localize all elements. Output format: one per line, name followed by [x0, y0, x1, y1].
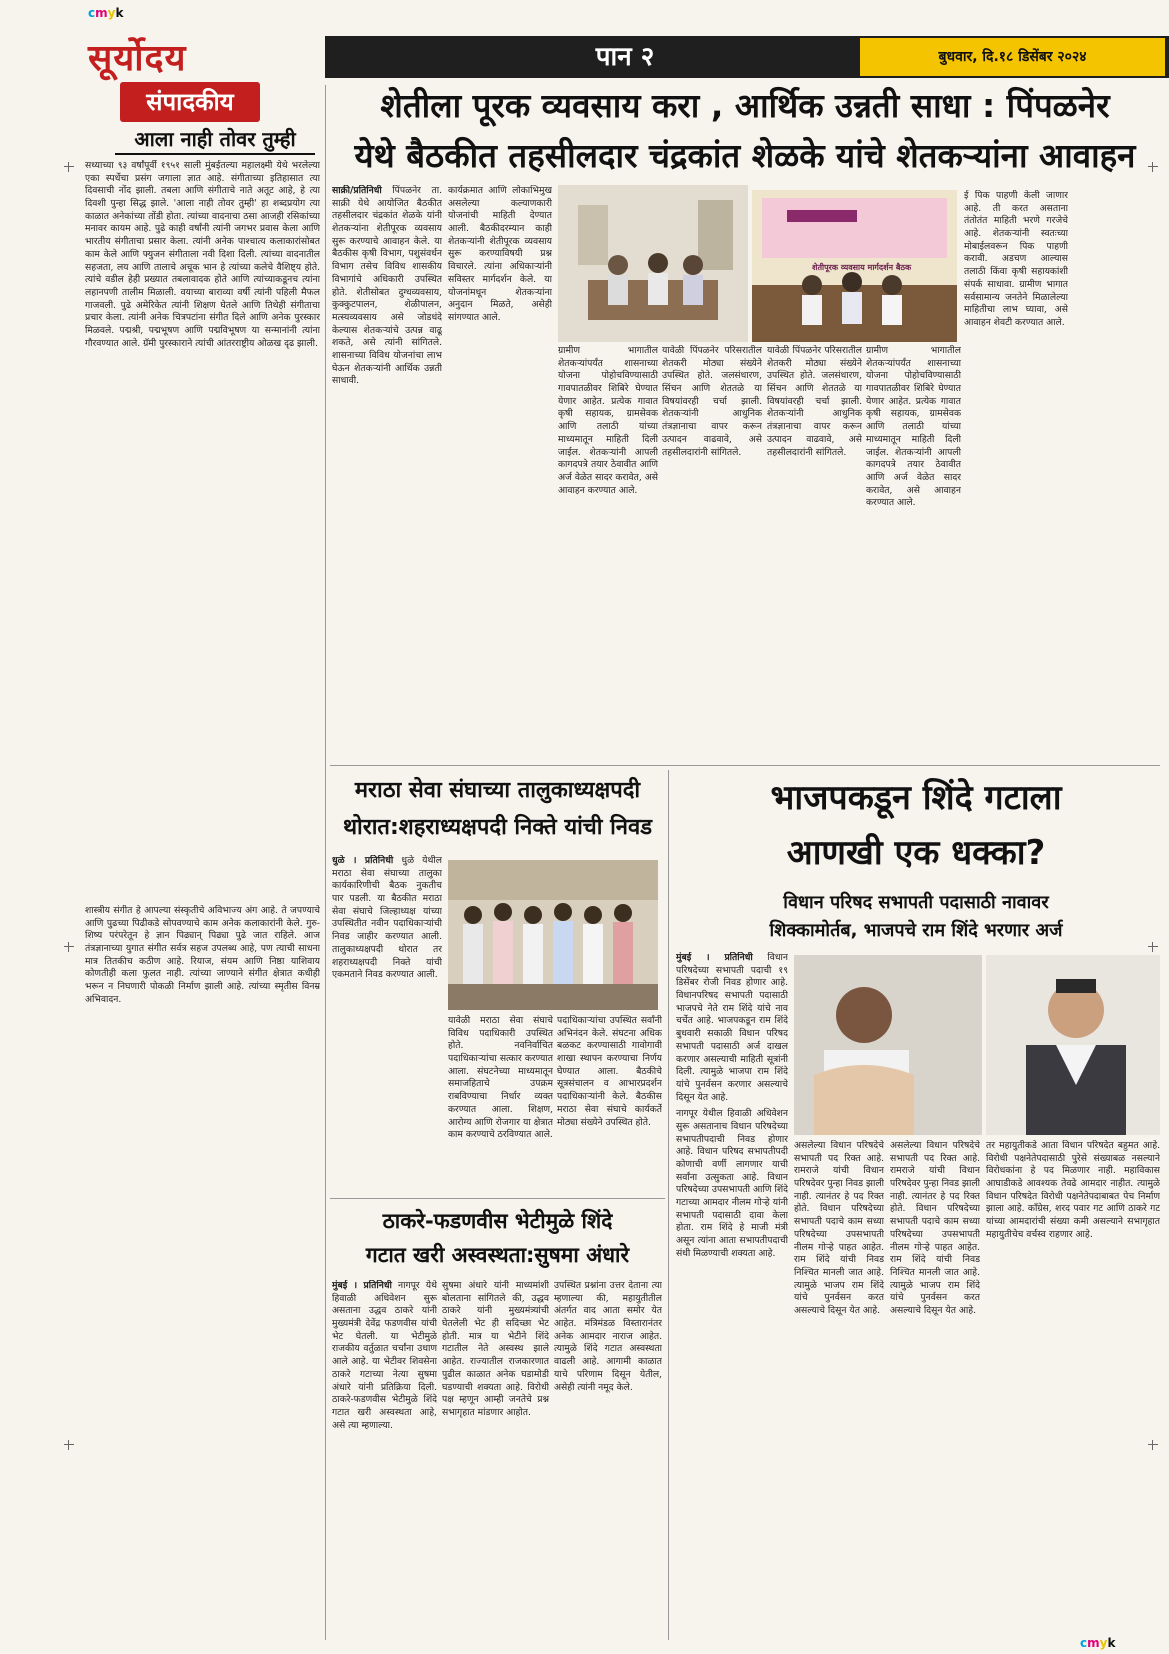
- editorial-body-continued: [85, 905, 320, 1640]
- story1-column: साक्री/प्रतिनिधी पिंपळनेर ता. साक्री येथे आयोजित बैठकीत तहसीलदार चंद्रकांत शेळके यांनी शेतकऱ्यांना शेतीपूरक व्यवसाय सुरू करण्याचे आवाहन केले. या बैठकीस कृषी विभाग, पशुसंवर्धन विभाग तसेच विविध शासकीय विभागांचे अधिकारी उपस्थित होते. शेतीसोबत दुग्धव्यवसाय, कुक्कुटपालन, शेळीपालन, मत्स्यव्यवसाय असे जोडधंदे केल्यास शेतकऱ्यांचे उत्पन्न वाढू शकते, असे त्यांनी सांगितले. शासनाच्या विविध योजनांचा लाभ घेऊन शेतकऱ्यांनी आर्थिक उन्नती साधावी.: [332, 185, 442, 387]
- story1-column: ग्रामीण भागातील शेतकऱ्यांपर्यंत शासनाच्या योजना पोहोचविण्यासाठी गावपातळीवर शिबिरे घेण्यात येणार आहेत. प्रत्येक गावात कृषी सहायक, ग्रामसेवक आणि तलाठी यांच्या माध्यमातून माहिती दिली जाईल. शेतकऱ्यांनी आपली कागदपत्रे तयार ठेवावीत आणि अर्ज वेळेत सादर करावेत, असे आवाहन करण्यात आले.: [866, 345, 961, 509]
- editorial-paragraph: शास्त्रीय संगीत हे आपल्या संस्कृतीचे अविभाज्य अंग आहे. ते जपण्याचे आणि पुढच्या पिढीकडे सोपवण्याचे काम अनेक कलाकारांनी केले. गुरु-शिष्य परंपरेतून हे ज्ञान पिढ्यान् पिढ्या पुढे जात राहिले. आज तंत्रज्ञानाच्या युगात संगीत सर्वत्र सहज उपलब्ध आहे, पण त्याची साधना मात्र तितकीच कठीण आहे. रियाज, संयम आणि निष्ठा याशिवाय कोणतीही कला फुलत नाही. त्यांच्या जाण्याने संगीत क्षेत्रात कधीही भरून न निघणारी पोकळी निर्माण झाली आहे. त्यांच्या स्मृतीस विनम्र अभिवादन.: [85, 905, 320, 1005]
- meeting-photo-small: [558, 185, 748, 342]
- story1-headline-line1: शेतीला पूरक व्यवसाय करा , आर्थिक उन्नती साधा : पिंपळनेर: [380, 86, 1110, 125]
- story1-dateline: साक्री/प्रतिनिधी: [332, 185, 382, 196]
- story2-headline-line1: मराठा सेवा संघाच्या तालुकाध्यक्षपदी: [354, 778, 641, 803]
- story3-column: असलेल्या विधान परिषदेचे सभापती पद रिक्त आहे. रामराजे यांची विधान परिषदेवर पुन्हा निवड झाली नाही. त्यानंतर हे पद रिक्त होते. विधान परिषदेच्या सभापती पदाचे काम सध्या परिषदेच्या उपसभापती नीलम गोऱ्हे पाहत आहेत. राम शिंदे यांची निवड निश्चित मानली जात आहे. त्यामुळे भाजप राम शिंदे यांचे पुनर्वसन करत असल्याचे दिसून येत आहे.: [890, 1140, 980, 1316]
- story1-column: यावेळी पिंपळनेर परिसरातील शेतकरी मोठ्या संख्येने उपस्थित होते. जलसंधारण, सिंचन आणि शेततळे या विषयांवरही चर्चा झाली. शेतकऱ्यांनी आधुनिक तंत्रज्ञानाचा वापर करून उत्पादन वाढवावे, असे तहसीलदारांनी सांगितले.: [767, 345, 862, 458]
- editorial-paragraph: सध्याच्या ९३ वर्षांपूर्वी १९५१ साली मुंबईतल्या महालक्ष्मी येथे भरलेल्या एका स्पर्धेचा प्रसंग जगाला ज्ञात आहे. संगीताच्या इतिहासात त्या दिवसाची नोंद झाली. तबला आणि संगीताचे नाते अतूट आहे, हे त्या दिवशी पुन्हा सिद्ध झाले. 'आला नाही तोवर तुम्ही' हा शब्दप्रयोग त्या काळात अनेकांच्या तोंडी होता. त्यांच्या वादनाचा ठसा आजही रसिकांच्या मनावर कायम आहे. पुढे काही वर्षांनी त्यांनी जगभर प्रवास केला आणि भारतीय संगीताचा प्रसार केला. त्यांनी अनेक पाश्चात्य कलाकारांसोबत काम केले आणि फ्युजन संगीताला नवी दिशा दिली. त्यांच्या वादनातील सहजता, लय आणि तालाचे अचूक भान हे त्यांच्या कलेचे वैशिष्ट्य होते. त्यांचे वडील हेही प्रख्यात तबलावादक होते आणि त्यांच्याकडूनच त्यांना लहानपणी तालीम मिळाली. वयाच्या बाराव्या वर्षी त्यांनी पहिली मैफल गाजवली. पुढे अमेरिकेत त्यांनी शिक्षण घेतले आणि तिथेही संगीताचा प्रचार केला. त्यांनी अनेक चित्रपटांना संगीत दिले आणि अनेक पुरस्कार मिळवले. पद्मश्री, पद्मभूषण आणि पद्मविभूषण या सन्मानांनी त्यांना गौरवण्यात आले. ग्रॅमी पुरस्काराने त्यांची आंतरराष्ट्रीय ओळख दृढ झाली.: [85, 160, 320, 349]
- story4-column: उपस्थित प्रश्नांना उत्तर देताना त्या म्हणाल्या की, महायुतीतील अंतर्गत वाद आता समोर येत आहेत. मंत्रिमंडळ विस्तारानंतर अनेक आमदार नाराज आहेत. त्यामुळे शिंदे गटात अस्वस्थता वाढली आहे. आगामी काळात याचे परिणाम दिसून येतील, असेही त्यांनी नमूद केले.: [554, 1280, 662, 1393]
- story1-column: ई पिक पाहणी केली जाणार आहे. ती करत असताना तंतोतंत माहिती भरणे गरजेचे आहे. शेतकऱ्यांनी स्वतःच्या मोबाईलवरून पिक पाहणी करावी. अडचण आल्यास तलाठी किंवा कृषी सहायकांशी संपर्क साधावा. ग्रामीण भागात सर्वसामान्य जनतेने मिळालेल्या माहितीचा लाभ घ्यावा, असे आवाहन शेवटी करण्यात आले.: [964, 190, 1068, 328]
- story3-column: असलेल्या विधान परिषदेचे सभापती पद रिक्त आहे. रामराजे यांची विधान परिषदेवर पुन्हा निवड झाली नाही. त्यानंतर हे पद रिक्त होते. विधान परिषदेच्या सभापती पदाचे काम सध्या परिषदेच्या उपसभापती नीलम गोऱ्हे पाहत आहेत. राम शिंदे यांची निवड निश्चित मानली जात आहे. त्यामुळे भाजप राम शिंदे यांचे पुनर्वसन करत असल्याचे दिसून येत आहे.: [794, 1140, 884, 1316]
- crop-mark-icon: [64, 162, 74, 172]
- story2-dateline: धुळे । प्रतिनिधी: [332, 855, 394, 866]
- story2-column: पदाधिकाऱ्यांचा उपस्थित सर्वांनी अभिनंदन केले. संघटना अधिक बळकट करण्यासाठी गावोगावी शाखा स्थापन करण्याचा निर्णय घेण्यात आला. बैठकीचे सूत्रसंचालन व आभारप्रदर्शन पदाधिकाऱ्यांनी केले. बैठकीस मराठा सेवा संघाचे कार्यकर्ते मोठ्या संख्येने उपस्थित होते.: [557, 1015, 662, 1128]
- editorial-body: [85, 160, 320, 900]
- story3-column: तर महायुतीकडे आता विधान परिषदेत बहुमत आहे. विरोधी पक्षनेतेपदासाठी पुरेसे संख्याबळ नसल्याने विरोधकांना हे पद मिळणार नाही. महाविकास आघाडीकडे आवश्यक तेवढे आमदार नाहीत. त्यामुळे विधान परिषदेत विरोधी पक्षनेतेपदाबाबत पेच निर्माण झाला आहे. काँग्रेस, शरद पवार गट आणि ठाकरे गट यांच्या आमदारांची संख्या कमी असल्याने सभागृहात महायुतीचेच वर्चस्व राहणार आहे.: [986, 1140, 1160, 1240]
- story3-subhead-line2: शिक्कामोर्तब, भाजपचे राम शिंदे भरणार अर्ज: [769, 920, 1063, 941]
- issue-date: बुधवार, दि.१८ डिसेंबर २०२४: [860, 38, 1165, 76]
- page-number: पान २: [595, 42, 655, 72]
- story1-column: ग्रामीण भागातील शेतकऱ्यांपर्यंत शासनाच्या योजना पोहोचविण्यासाठी गावपातळीवर शिबिरे घेण्यात येणार आहेत. प्रत्येक गावात कृषी सहायक, ग्रामसेवक आणि तलाठी यांच्या माध्यमातून माहिती दिली जाईल. शेतकऱ्यांनी आपली कागदपत्रे तयार ठेवावीत आणि अर्ज वेळेत सादर करावेत, असे आवाहन करण्यात आले.: [558, 345, 658, 496]
- story3-subhead-line1: विधान परिषद सभापती पदासाठी नावावर: [783, 892, 1049, 913]
- masthead-logo: सूर्योदय: [88, 38, 187, 79]
- crop-mark-icon: [64, 1440, 74, 1450]
- story3-headline-line1: भाजपकडून शिंदे गटाला: [770, 778, 1062, 818]
- section-label: संपादकीय: [120, 82, 260, 122]
- story4-headline-line2: गटात खरी अस्वस्थता:सुषमा अंधारे: [365, 1243, 630, 1267]
- crop-mark-icon: [64, 942, 74, 952]
- story2-column: यावेळी मराठा सेवा संघाचे विविध पदाधिकारी उपस्थित होते. नवनिर्वाचित पदाधिकाऱ्यांचा सत्कार करण्यात आला. संघटनेच्या माध्यमातून समाजहिताचे उपक्रम राबविण्याचा निर्धार व्यक्त करण्यात आला. शिक्षण, आरोग्य आणि रोजगार या क्षेत्रात काम करण्याचे ठरविण्यात आले.: [448, 1015, 553, 1141]
- story1-headline-line2: येथे बैठकीत तहसीलदार चंद्रकांत शेळके यांचे शेतकऱ्यांना आवाहन: [354, 136, 1136, 175]
- print-mark-top: cmyk: [88, 6, 124, 20]
- editorial-title: आला नाही तोवर तुम्ही: [134, 127, 296, 151]
- column-divider: [668, 770, 669, 1640]
- group-photo: [448, 860, 658, 1010]
- divider: [330, 765, 1160, 766]
- column-divider: [325, 85, 326, 1640]
- print-mark-bottom: cmyk: [1080, 1636, 1116, 1650]
- fadnavis-photo: [986, 955, 1160, 1135]
- story3-column: मुंबई । प्रतिनिधी विधान परिषदेच्या सभापती पदाची १९ डिसेंबर रोजी निवड होणार आहे. विधानपरिषद सभापती पदासाठी भाजपचे नेते राम शिंदे यांचे नाव चर्चेत आहे. भाजपकडून राम शिंदे बुधवारी सकाळी विधान परिषद सभापती पदासाठी अर्ज दाखल करणार असल्याची माहिती सूत्रांनी दिली. त्यामुळे भाजपा राम शिंदे यांचे पुनर्वसन करणार असल्याचे दिसून येत आहे. नागपूर येथील हिवाळी अधिवेशन सुरू असतानाच विधान परिषदेच्या सभापतीपदाची निवड होणार आहे. विधान परिषद सभापतीपदी कोणाची वर्णी लागणार याची सर्वांना उत्सुकता आहे. विधान परिषदेच्या उपसभापती आणि शिंदे गटाच्या आमदार नीलम गोऱ्हे यांनी सभापती पदासाठी दावा केला होता. राम शिंदे हे माजी मंत्री असून त्यांना आता सभापतीपदाची संधी मिळण्याची शक्यता आहे.: [676, 952, 788, 1259]
- ram-shinde-photo: [794, 955, 982, 1135]
- banner-photo: [752, 190, 957, 342]
- story4-column: सुषमा अंधारे यांनी माध्यमांशी बोलताना सांगितले की, उद्धव ठाकरे यांनी मुख्यमंत्र्यांची घेतलेली भेट ही सदिच्छा भेट होती. मात्र या भेटीने शिंदे गटातील नेते अस्वस्थ झाले आहेत. राज्यातील राजकारणात पुढील काळात अनेक घडामोडी घडण्याची शक्यता आहे. विरोधी पक्ष म्हणून आम्ही जनतेचे प्रश्न सभागृहात मांडणार आहोत.: [442, 1280, 549, 1418]
- divider: [115, 153, 315, 155]
- story3-dateline: मुंबई । प्रतिनिधी: [676, 952, 753, 963]
- story1-column: यावेळी पिंपळनेर परिसरातील शेतकरी मोठ्या संख्येने उपस्थित होते. जलसंधारण, सिंचन आणि शेततळे या विषयांवरही चर्चा झाली. शेतकऱ्यांनी आधुनिक तंत्रज्ञानाचा वापर करून उत्पादन वाढवावे, असे तहसीलदारांनी सांगितले.: [662, 345, 762, 458]
- story3-headline-line2: आणखी एक धक्का?: [786, 833, 1046, 873]
- story2-headline-line2: थोरात:शहराध्यक्षपदी निक्ते यांची निवड: [342, 815, 653, 840]
- story2-column: धुळे । प्रतिनिधी धुळे येथील मराठा सेवा संघाच्या तालुका कार्यकारिणीची बैठक नुकतीच पार पडली. या बैठकीत मराठा सेवा संघाचे जिल्हाध्यक्ष यांच्या उपस्थितीत नवीन पदाधिकाऱ्यांची निवड जाहीर करण्यात आली. तालुकाध्यक्षपदी थोरात तर शहराध्यक्षपदी निक्ते यांची एकमताने निवड करण्यात आली.: [332, 855, 442, 981]
- story4-dateline: मुंबई । प्रतिनिधी: [332, 1280, 392, 1291]
- story4-headline-line1: ठाकरे-फडणवीस भेटीमुळे शिंदे: [382, 1209, 613, 1233]
- story1-column: कार्यक्रमात आणि लोकाभिमुख असलेल्या कल्याणकारी योजनांची माहिती देण्यात आली. बैठकीदरम्यान काही शेतकऱ्यांनी शेतीपूरक व्यवसाय सुरू करण्याविषयी प्रश्न विचारले. त्यांना अधिकाऱ्यांनी सविस्तर मार्गदर्शन केले. या योजनांमधून शेतकऱ्यांना अनुदान मिळते, असेही सांगण्यात आले.: [448, 185, 552, 323]
- story4-column: मुंबई । प्रतिनिधी नागपूर येथे हिवाळी अधिवेशन सुरू असताना उद्धव ठाकरे यांनी मुख्यमंत्री देवेंद्र फडणवीस यांची भेट घेतली. या भेटीमुळे राजकीय वर्तुळात चर्चांना उधाण आले आहे. या भेटीवर शिवसेना ठाकरे गटाच्या नेत्या सुषमा अंधारे यांनी प्रतिक्रिया दिली. ठाकरे-फडणवीस भेटीमुळे शिंदे गटात खरी अस्वस्थता आहे, असे त्या म्हणाल्या.: [332, 1280, 437, 1431]
- divider: [330, 1198, 665, 1199]
- banner-sign-text: शेतीपूरक व्यवसाय मार्गदर्शन बैठक: [812, 263, 912, 272]
